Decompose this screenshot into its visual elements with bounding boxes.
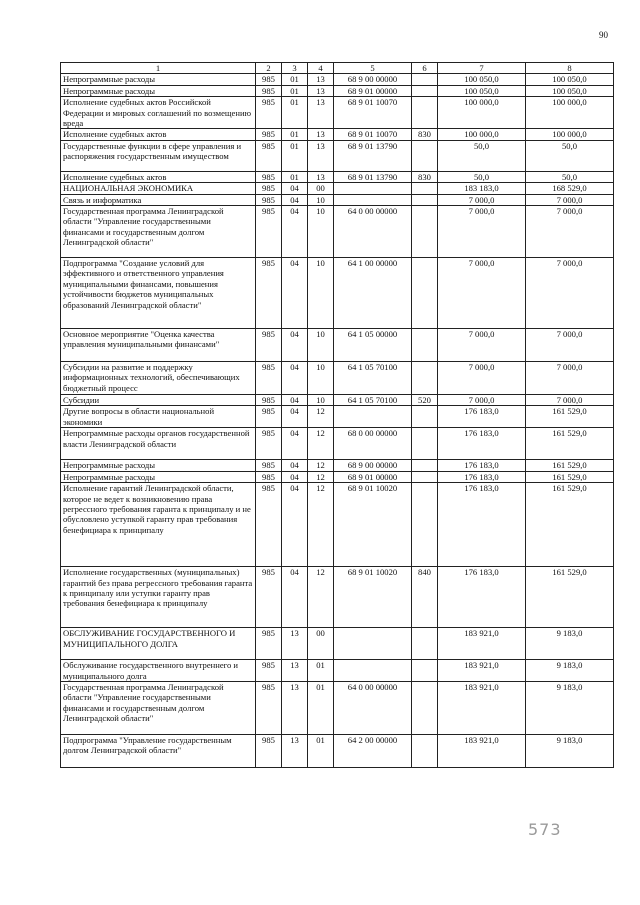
row-sum-year-2: 9 183,0 [526, 734, 614, 767]
row-subsection: 13 [308, 129, 334, 140]
row-name: Непрограммные расходы [61, 460, 256, 471]
row-expense-type [412, 362, 438, 395]
row-sum-year-2: 100 050,0 [526, 74, 614, 85]
row-sum-year-2: 100 000,0 [526, 129, 614, 140]
row-ved: 985 [256, 395, 282, 406]
row-subsection: 10 [308, 362, 334, 395]
row-section: 04 [282, 329, 308, 362]
row-subsection: 10 [308, 258, 334, 329]
row-expense-type [412, 140, 438, 171]
row-name: Другие вопросы в области национальной экономики [61, 406, 256, 428]
row-section: 04 [282, 406, 308, 428]
row-sum-year-2: 161 529,0 [526, 567, 614, 628]
row-section: 04 [282, 258, 308, 329]
row-name: Непрограммные расходы [61, 471, 256, 482]
table-row [61, 362, 614, 395]
table-row [61, 85, 614, 96]
row-sum-year-1: 183 921,0 [438, 734, 526, 767]
row-sum-year-1: 50,0 [438, 171, 526, 182]
row-subsection: 00 [308, 183, 334, 194]
row-sum-year-1: 176 183,0 [438, 471, 526, 482]
row-sum-year-1: 7 000,0 [438, 258, 526, 329]
row-sum-year-2: 7 000,0 [526, 395, 614, 406]
row-sum-year-2: 100 050,0 [526, 85, 614, 96]
row-name: Субсидии [61, 395, 256, 406]
row-sum-year-2: 100 000,0 [526, 97, 614, 129]
column-number-row [61, 63, 614, 74]
row-ved: 985 [256, 129, 282, 140]
row-ved: 985 [256, 406, 282, 428]
row-name: Государственная программа Ленинградской области "Управление государственными финансами и государственным долгом Ленинградской области" [61, 206, 256, 258]
row-name: Непрограммные расходы [61, 74, 256, 85]
row-section: 13 [282, 681, 308, 734]
row-subsection: 12 [308, 471, 334, 482]
row-subsection: 13 [308, 171, 334, 182]
row-expense-type: 830 [412, 129, 438, 140]
row-target-article: 68 9 01 10020 [334, 567, 412, 628]
table-row [61, 74, 614, 85]
row-subsection: 10 [308, 194, 334, 205]
row-sum-year-1: 176 183,0 [438, 428, 526, 460]
table-row [61, 97, 614, 129]
row-sum-year-2: 50,0 [526, 171, 614, 182]
table-row [61, 734, 614, 767]
row-name: Исполнение судебных актов [61, 171, 256, 182]
row-section: 04 [282, 483, 308, 567]
table-row [61, 460, 614, 471]
row-ved: 985 [256, 734, 282, 767]
row-sum-year-2: 161 529,0 [526, 406, 614, 428]
table-row [61, 628, 614, 660]
row-target-article: 64 1 00 00000 [334, 258, 412, 329]
row-target-article: 68 9 01 00000 [334, 471, 412, 482]
row-subsection: 10 [308, 206, 334, 258]
row-subsection: 12 [308, 460, 334, 471]
row-sum-year-2: 7 000,0 [526, 329, 614, 362]
row-target-article [334, 406, 412, 428]
row-section: 04 [282, 460, 308, 471]
row-expense-type [412, 471, 438, 482]
row-target-article [334, 183, 412, 194]
row-target-article: 68 9 01 10070 [334, 129, 412, 140]
table-row [61, 395, 614, 406]
column-header: 6 [412, 63, 438, 74]
row-subsection: 10 [308, 395, 334, 406]
table-row [61, 129, 614, 140]
row-subsection: 12 [308, 406, 334, 428]
row-sum-year-1: 183 921,0 [438, 660, 526, 682]
row-section: 04 [282, 567, 308, 628]
column-header: 8 [526, 63, 614, 74]
row-section: 04 [282, 183, 308, 194]
row-expense-type [412, 74, 438, 85]
row-name: Государственная программа Ленинградской области "Управление государственными финансами и государственным долгом Ленинградской области" [61, 681, 256, 734]
row-target-article: 68 9 01 00000 [334, 85, 412, 96]
column-header: 5 [334, 63, 412, 74]
row-ved: 985 [256, 258, 282, 329]
table-row [61, 483, 614, 567]
row-section: 01 [282, 74, 308, 85]
row-expense-type [412, 406, 438, 428]
row-section: 13 [282, 734, 308, 767]
row-section: 04 [282, 194, 308, 205]
row-expense-type [412, 206, 438, 258]
row-sum-year-2: 161 529,0 [526, 460, 614, 471]
row-sum-year-1: 100 000,0 [438, 97, 526, 129]
row-sum-year-2: 161 529,0 [526, 471, 614, 482]
row-name: Подпрограмма "Создание условий для эффективного и ответственного управления муниципальными финансами, повышения устойчивости бюджетов муниципальных образований Ленинградской области" [61, 258, 256, 329]
row-sum-year-1: 100 050,0 [438, 74, 526, 85]
row-subsection: 13 [308, 85, 334, 96]
row-sum-year-2: 7 000,0 [526, 258, 614, 329]
row-sum-year-1: 7 000,0 [438, 329, 526, 362]
row-subsection: 13 [308, 97, 334, 129]
row-ved: 985 [256, 567, 282, 628]
row-section: 01 [282, 85, 308, 96]
row-subsection: 13 [308, 74, 334, 85]
column-header: 3 [282, 63, 308, 74]
table-row [61, 329, 614, 362]
row-target-article: 64 1 05 00000 [334, 329, 412, 362]
row-subsection: 13 [308, 140, 334, 171]
row-sum-year-2: 9 183,0 [526, 628, 614, 660]
row-target-article: 68 9 00 00000 [334, 74, 412, 85]
row-name: Непрограммные расходы [61, 85, 256, 96]
row-sum-year-1: 7 000,0 [438, 395, 526, 406]
row-expense-type [412, 329, 438, 362]
row-sum-year-1: 176 183,0 [438, 460, 526, 471]
row-sum-year-2: 50,0 [526, 140, 614, 171]
row-name: Основное мероприятие "Оценка качества управления муниципальными финансами" [61, 329, 256, 362]
row-name: Обслуживание государственного внутреннего и муниципального долга [61, 660, 256, 682]
row-subsection: 12 [308, 428, 334, 460]
row-sum-year-2: 9 183,0 [526, 660, 614, 682]
row-target-article: 64 1 05 70100 [334, 395, 412, 406]
row-ved: 985 [256, 428, 282, 460]
row-ved: 985 [256, 660, 282, 682]
row-expense-type [412, 734, 438, 767]
row-section: 01 [282, 171, 308, 182]
row-target-article: 68 9 01 13790 [334, 140, 412, 171]
row-sum-year-2: 7 000,0 [526, 362, 614, 395]
column-header: 2 [256, 63, 282, 74]
row-ved: 985 [256, 471, 282, 482]
table-row [61, 428, 614, 460]
row-target-article: 68 0 00 00000 [334, 428, 412, 460]
row-sum-year-1: 7 000,0 [438, 206, 526, 258]
row-name: Исполнение государственных (муниципальных) гарантий без права регрессного требования гаранта к принципалу или уступки гаранту прав требования бенефициара к принципалу [61, 567, 256, 628]
table-row [61, 171, 614, 182]
row-expense-type [412, 183, 438, 194]
row-expense-type [412, 660, 438, 682]
column-header: 4 [308, 63, 334, 74]
row-expense-type [412, 483, 438, 567]
row-expense-type [412, 258, 438, 329]
row-section: 01 [282, 140, 308, 171]
row-expense-type [412, 628, 438, 660]
row-subsection: 01 [308, 681, 334, 734]
row-expense-type [412, 460, 438, 471]
row-expense-type: 840 [412, 567, 438, 628]
row-section: 04 [282, 395, 308, 406]
row-ved: 985 [256, 194, 282, 205]
table-row [61, 471, 614, 482]
row-section: 13 [282, 660, 308, 682]
row-ved: 985 [256, 97, 282, 129]
row-sum-year-1: 176 183,0 [438, 406, 526, 428]
row-ved: 985 [256, 362, 282, 395]
row-ved: 985 [256, 329, 282, 362]
row-sum-year-1: 176 183,0 [438, 567, 526, 628]
row-expense-type [412, 428, 438, 460]
row-section: 01 [282, 129, 308, 140]
row-subsection: 10 [308, 329, 334, 362]
row-ved: 985 [256, 628, 282, 660]
row-ved: 985 [256, 681, 282, 734]
row-sum-year-1: 7 000,0 [438, 362, 526, 395]
row-sum-year-2: 161 529,0 [526, 483, 614, 567]
row-ved: 985 [256, 183, 282, 194]
row-subsection: 12 [308, 483, 334, 567]
row-sum-year-2: 7 000,0 [526, 206, 614, 258]
row-target-article: 64 2 00 00000 [334, 734, 412, 767]
row-section: 01 [282, 97, 308, 129]
row-name: Государственные функции в сфере управления и распоряжения государственным имуществом [61, 140, 256, 171]
row-sum-year-1: 183 921,0 [438, 628, 526, 660]
row-target-article: 64 0 00 00000 [334, 681, 412, 734]
row-ved: 985 [256, 140, 282, 171]
row-target-article [334, 194, 412, 205]
row-subsection: 00 [308, 628, 334, 660]
table-row [61, 194, 614, 205]
table-row [61, 140, 614, 171]
row-expense-type [412, 85, 438, 96]
column-header: 1 [61, 63, 256, 74]
row-section: 04 [282, 362, 308, 395]
row-target-article: 68 9 00 00000 [334, 460, 412, 471]
row-ved: 985 [256, 74, 282, 85]
row-sum-year-1: 7 000,0 [438, 194, 526, 205]
table-row [61, 681, 614, 734]
table-row [61, 660, 614, 682]
row-sum-year-2: 7 000,0 [526, 194, 614, 205]
row-sum-year-2: 168 529,0 [526, 183, 614, 194]
row-name: ОБСЛУЖИВАНИЕ ГОСУДАРСТВЕННОГО И МУНИЦИПАЛЬНОГО ДОЛГА [61, 628, 256, 660]
row-sum-year-1: 183 921,0 [438, 681, 526, 734]
row-ved: 985 [256, 206, 282, 258]
row-expense-type: 520 [412, 395, 438, 406]
row-name: Исполнение судебных актов Российской Федерации и мировых соглашений по возмещению вреда [61, 97, 256, 129]
row-name: Подпрограмма "Управление государственным долгом Ленинградской области" [61, 734, 256, 767]
row-sum-year-1: 176 183,0 [438, 483, 526, 567]
row-expense-type [412, 97, 438, 129]
column-header: 7 [438, 63, 526, 74]
table-row [61, 258, 614, 329]
row-target-article [334, 628, 412, 660]
table-row [61, 206, 614, 258]
sheet-stamp: 573 [528, 820, 562, 839]
row-target-article: 68 9 01 10020 [334, 483, 412, 567]
row-expense-type [412, 194, 438, 205]
row-ved: 985 [256, 85, 282, 96]
row-ved: 985 [256, 171, 282, 182]
row-ved: 985 [256, 483, 282, 567]
row-sum-year-1: 100 050,0 [438, 85, 526, 96]
row-name: НАЦИОНАЛЬНАЯ ЭКОНОМИКА [61, 183, 256, 194]
budget-table [60, 62, 614, 768]
row-expense-type [412, 681, 438, 734]
row-section: 04 [282, 471, 308, 482]
table-row [61, 406, 614, 428]
table-row [61, 183, 614, 194]
row-sum-year-1: 183 183,0 [438, 183, 526, 194]
row-target-article: 68 9 01 10070 [334, 97, 412, 129]
row-name: Исполнение гарантий Ленинградской области, которое не ведет к возникновению права регрессного требования гаранта к принципалу и не обусловлено уступкой гаранту прав требования бенефициара к принципалу [61, 483, 256, 567]
page-number: 90 [599, 30, 608, 40]
row-subsection: 01 [308, 734, 334, 767]
row-section: 13 [282, 628, 308, 660]
row-section: 04 [282, 428, 308, 460]
row-ved: 985 [256, 460, 282, 471]
table-row [61, 567, 614, 628]
row-section: 04 [282, 206, 308, 258]
row-target-article: 68 9 01 13790 [334, 171, 412, 182]
row-subsection: 12 [308, 567, 334, 628]
row-name: Связь и информатика [61, 194, 256, 205]
row-sum-year-2: 9 183,0 [526, 681, 614, 734]
row-target-article: 64 0 00 00000 [334, 206, 412, 258]
row-sum-year-1: 50,0 [438, 140, 526, 171]
row-sum-year-1: 100 000,0 [438, 129, 526, 140]
row-sum-year-2: 161 529,0 [526, 428, 614, 460]
row-name: Исполнение судебных актов [61, 129, 256, 140]
row-name: Непрограммные расходы органов государственной власти Ленинградской области [61, 428, 256, 460]
row-name: Субсидии на развитие и поддержку информационных технологий, обеспечивающих бюджетный процесс [61, 362, 256, 395]
row-target-article: 64 1 05 70100 [334, 362, 412, 395]
row-target-article [334, 660, 412, 682]
row-subsection: 01 [308, 660, 334, 682]
row-expense-type: 830 [412, 171, 438, 182]
